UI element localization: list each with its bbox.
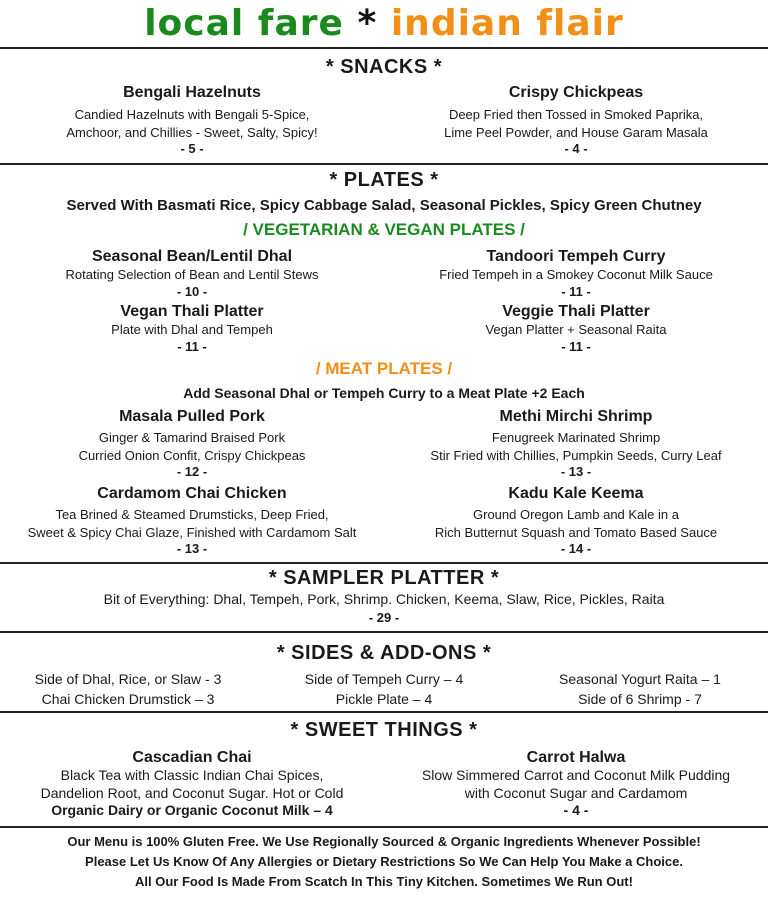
menu-header <box>0 2 768 46</box>
menu-item-bengali-hazelnuts <box>0 84 384 156</box>
item-desc: Vegan Platter + Seasonal Raita <box>485 322 667 337</box>
footer-line-1: Our Menu is 100% Gluten Free. We Use Regionally Sourced & Organic Ingredients Whenever Possible! <box>67 834 701 849</box>
item-desc: Lime Peel Powder, and House Garam Masala <box>444 124 708 140</box>
item-name: Methi Mirchi Shrimp <box>499 408 653 425</box>
menu-item-veggie-thali <box>384 303 768 354</box>
item-desc: Black Tea with Classic Indian Chai Spices, <box>60 767 324 783</box>
item-name: Tandoori Tempeh Curry <box>486 248 666 265</box>
item-price: - 11 - <box>561 338 591 354</box>
menu-item-seasonal-dhal <box>0 248 384 299</box>
item-name: Crispy Chickpeas <box>508 84 644 101</box>
meat-plates-note: Add Seasonal Dhal or Tempeh Curry to a Meat Plate +2 Each <box>183 385 585 401</box>
side-item: Seasonal Yogurt Raita – 1 <box>559 671 721 687</box>
side-item: Chai Chicken Drumstick – 3 <box>41 691 215 707</box>
section-title-snacks: * SNACKS * <box>325 56 443 78</box>
item-price: Organic Dairy or Organic Coconut Milk – 4 <box>51 802 333 818</box>
item-price: - 13 - <box>176 541 208 556</box>
item-desc: Fried Tempeh in a Smokey Coconut Milk Sauce <box>439 267 713 282</box>
plates-served-with: Served With Basmati Rice, Spicy Cabbage Salad, Seasonal Pickles, Spicy Green Chutney <box>66 197 702 214</box>
item-desc: Candied Hazelnuts with Bengali 5-Spice, <box>74 107 310 122</box>
item-name: Masala Pulled Pork <box>119 408 265 425</box>
menu-item-crispy-chickpeas <box>384 84 768 156</box>
header-star: * <box>357 3 378 44</box>
divider <box>0 711 768 713</box>
menu-item-kadu-kale-keema <box>384 485 768 556</box>
item-desc: Plate with Dhal and Tempeh <box>111 322 273 337</box>
item-name: Kadu Kale Keema <box>508 485 644 502</box>
side-item: Pickle Plate – 4 <box>335 691 433 707</box>
menu-item-carrot-halwa <box>384 749 768 818</box>
divider <box>0 631 768 633</box>
section-title-sweets: * SWEET THINGS * <box>290 719 478 741</box>
item-name: Vegan Thali Platter <box>120 303 264 320</box>
divider <box>0 826 768 828</box>
item-price: - 11 - <box>561 283 591 299</box>
item-name: Cardamom Chai Chicken <box>97 485 287 502</box>
item-price: - 10 - <box>176 283 208 299</box>
meat-plates-heading: / MEAT PLATES / <box>315 359 453 378</box>
item-desc: Ground Oregon Lamb and Kale in a <box>473 507 679 522</box>
item-price: - 4 - <box>563 802 589 818</box>
menu-item-methi-mirchi-shrimp <box>384 408 768 479</box>
item-desc: Dandelion Root, and Coconut Sugar. Hot or Cold <box>40 784 344 801</box>
sides-col-3 <box>512 669 768 709</box>
item-desc: Deep Fried then Tossed in Smoked Paprika, <box>448 107 704 122</box>
divider <box>0 47 768 49</box>
item-desc: Fenugreek Marinated Shrimp <box>491 430 661 445</box>
menu-item-vegan-thali <box>0 303 384 354</box>
item-price: - 14 - <box>560 541 592 556</box>
sides-col-1 <box>0 669 256 709</box>
footer-line-2: Please Let Us Know Of Any Allergies or Dietary Restrictions So We Can Help You Make a Choice. <box>85 854 683 869</box>
item-desc: Slow Simmered Carrot and Coconut Milk Pudding <box>421 767 731 783</box>
section-title-plates: * PLATES * <box>329 169 439 191</box>
item-name: Veggie Thali Platter <box>502 303 650 320</box>
sides-col-2 <box>256 669 512 709</box>
item-desc: Sweet & Spicy Chai Glaze, Finished with Cardamom Salt <box>27 524 357 540</box>
divider <box>0 562 768 564</box>
item-name: Carrot Halwa <box>526 749 626 766</box>
divider <box>0 163 768 165</box>
item-name: Seasonal Bean/Lentil Dhal <box>91 248 293 265</box>
side-item: Side of Dhal, Rice, or Slaw - 3 <box>34 671 222 687</box>
item-price: - 12 - <box>176 464 208 479</box>
item-desc: Rich Butternut Squash and Tomato Based Sauce <box>434 524 718 540</box>
item-name: Cascadian Chai <box>132 749 252 766</box>
section-title-sampler: * SAMPLER PLATTER * <box>268 567 500 589</box>
menu-item-cardamom-chai-chicken <box>0 485 384 556</box>
menu-item-cascadian-chai <box>0 749 384 818</box>
item-desc: with Coconut Sugar and Cardamom <box>464 784 688 801</box>
footer-line-3: All Our Food Is Made From Scatch In This Tiny Kitchen. Sometimes We Run Out! <box>135 874 633 889</box>
section-title-sides: * SIDES & ADD-ONS * <box>276 642 492 664</box>
sampler-price: - 29 - <box>368 610 400 625</box>
header-indian-flair: indian flair <box>390 3 624 44</box>
item-name: Bengali Hazelnuts <box>123 84 261 101</box>
item-desc: Amchoor, and Chillies - Sweet, Salty, Spicy! <box>66 124 318 140</box>
menu-item-tandoori-tempeh <box>384 248 768 299</box>
item-price: - 11 - <box>177 338 207 354</box>
item-desc: Curried Onion Confit, Crispy Chickpeas <box>78 447 306 463</box>
item-desc: Rotating Selection of Bean and Lentil Stews <box>65 267 319 282</box>
header-local-fare: local fare <box>144 3 344 44</box>
menu-item-masala-pulled-pork <box>0 408 384 479</box>
side-item: Side of Tempeh Curry – 4 <box>304 671 464 687</box>
item-desc: Stir Fried with Chillies, Pumpkin Seeds, Curry Leaf <box>430 447 722 463</box>
sampler-desc: Bit of Everything: Dhal, Tempeh, Pork, Shrimp. Chicken, Keema, Slaw, Rice, Pickles, Raita <box>103 591 665 607</box>
veg-plates-heading: / VEGETARIAN & VEGAN PLATES / <box>243 220 525 239</box>
side-item: Side of 6 Shrimp - 7 <box>578 691 702 707</box>
item-price: - 4 - <box>564 141 588 156</box>
item-price: - 5 - <box>180 141 204 156</box>
item-price: - 13 - <box>560 464 592 479</box>
item-desc: Tea Brined & Steamed Drumsticks, Deep Fried, <box>55 507 329 522</box>
item-desc: Ginger & Tamarind Braised Pork <box>98 430 286 445</box>
